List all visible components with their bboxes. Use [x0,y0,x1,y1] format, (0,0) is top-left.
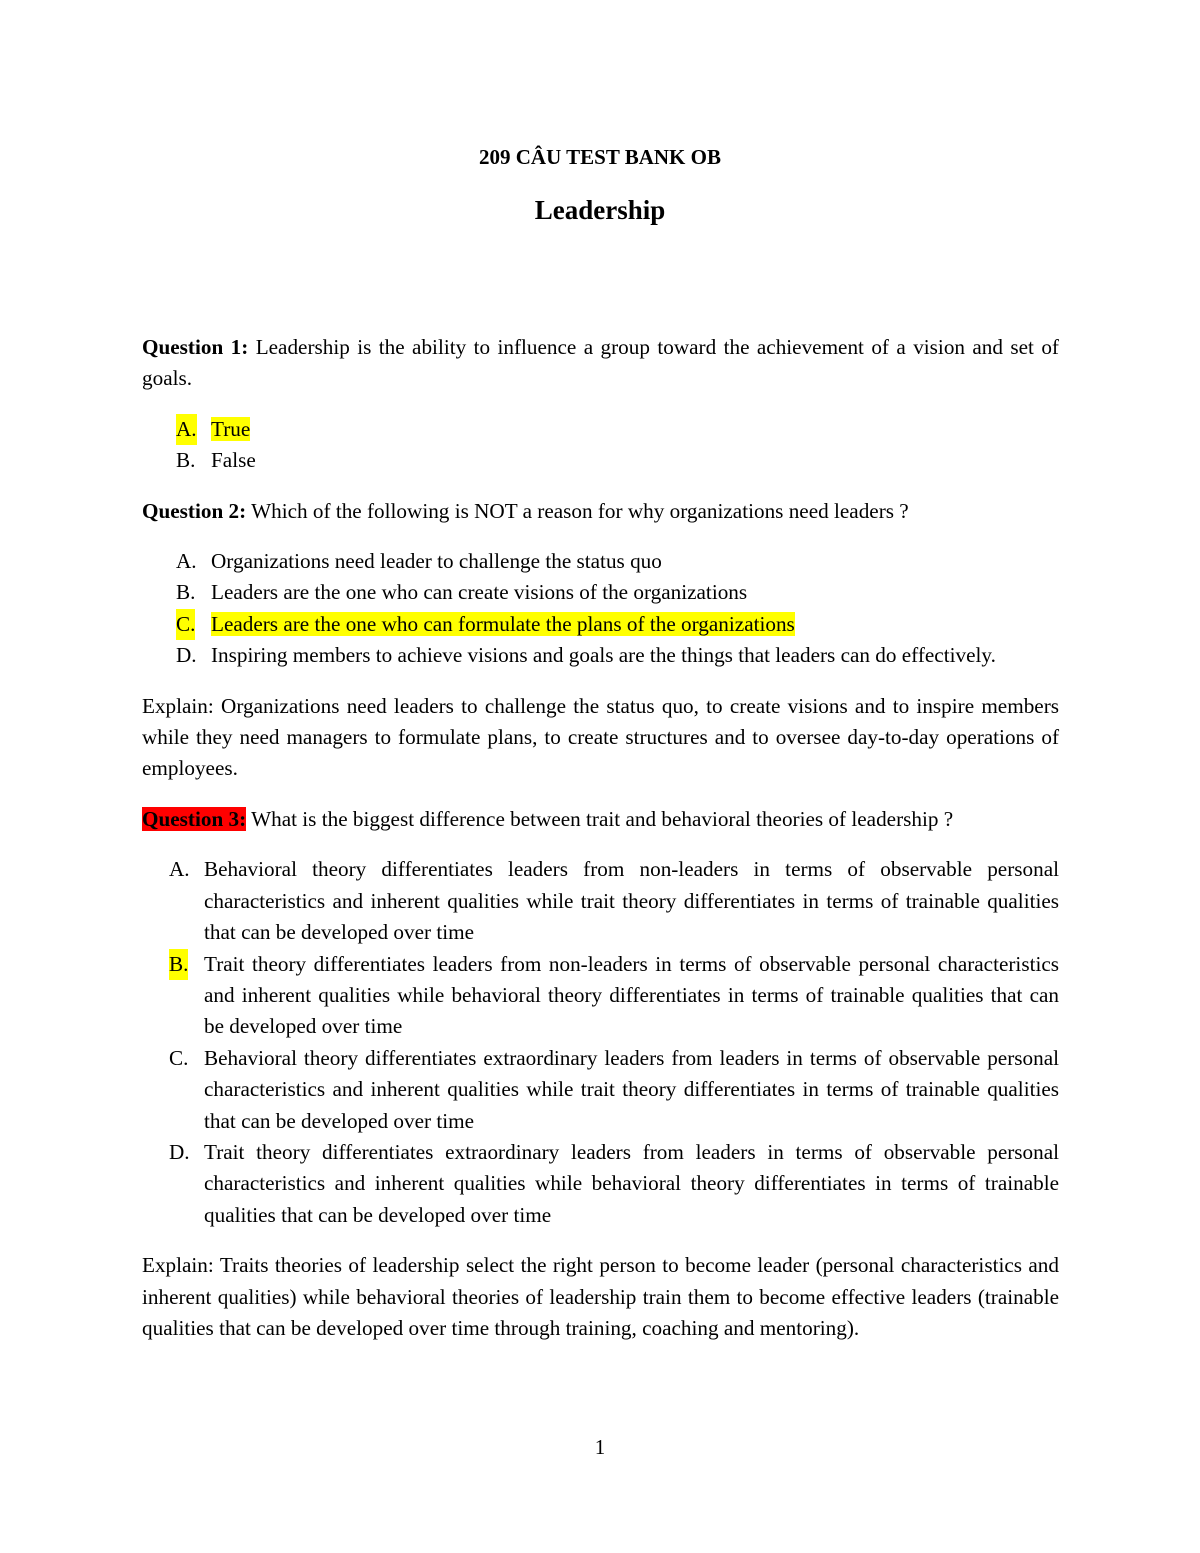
question-1-options [142,414,1059,477]
option-text: Trait theory differentiates leaders from non-leaders in terms of observable personal characteristics and inherent qualities while behavioral theory differentiates in terms of trainable qualities that can be developed over time [204,951,1059,1039]
option-letter: C. [176,609,195,640]
question-2-option-d [142,640,1059,671]
question-2-label: Question 2: [142,498,247,523]
question-2-option-c [142,609,1059,640]
question-3 [142,804,1059,835]
question-3-label: Question 3: [142,806,247,831]
option-text: True [211,416,251,441]
option-letter: B. [176,580,196,605]
question-3-options [142,854,1059,1231]
question-3-option-a [142,854,1059,948]
question-3-text: What is the biggest difference between trait and behavioral theories of leadership ? [246,806,954,831]
page-number: 1 [594,1435,606,1459]
question-1-option-a [142,414,1059,445]
option-text: Behavioral theory differentiates leaders from non-leaders in terms of observable personal characteristics and inherent qualities while trait theory differentiates in terms of trainable qualities that can be developed over time [204,857,1059,945]
document-subtitle: Leadership [534,195,666,225]
question-2-option-b [142,577,1059,608]
question-3-explanation: Explain: Traits theories of leadership select the right person to become leader (personal characteristics and inherent qualities) while behavioral theories of leadership train them to become effective leaders (trainable qualities that can be developed over time through training, coaching and mentoring). [142,1253,1059,1340]
document-title: 209 CÂU TEST BANK OB [479,145,721,169]
option-text: Leaders are the one who can create visions of the organizations [211,580,748,605]
option-letter: A. [176,414,197,445]
question-1 [142,332,1059,395]
question-3-option-c [142,1043,1059,1137]
option-text: Organizations need leader to challenge the status quo [211,549,662,574]
question-2-option-a [142,546,1059,577]
document-content [142,332,1059,1363]
question-3-option-b [142,949,1059,1043]
question-3-option-d [142,1137,1059,1231]
question-2-text: Which of the following is NOT a reason for why organizations need leaders ? [246,498,909,523]
option-text: Leaders are the one who can formulate the plans of the organizations [211,611,795,636]
option-text: Behavioral theory differentiates extraordinary leaders from leaders in terms of observable personal characteristics and inherent qualities while trait theory differentiates in terms of trainable qualities that can be developed over time [204,1045,1059,1133]
question-1-label: Question 1: [142,335,249,359]
option-letter: A. [169,857,190,882]
option-text: Trait theory differentiates extraordinary leaders from leaders in terms of observable personal characteristics and inherent qualities while behavioral theory differentiates in terms of trainable qualities that can be developed over time [204,1139,1059,1227]
option-letter: D. [169,1139,190,1164]
question-2-options [142,546,1059,672]
option-letter: A. [176,549,197,574]
question-2-explanation: Explain: Organizations need leaders to challenge the status quo, to create visions and to inspire members while they need managers to formulate plans, to create structures and to oversee day-to-day operations of employees. [142,693,1059,781]
option-text: False [211,448,256,473]
question-1-option-b [142,445,1059,476]
option-letter: B. [169,949,188,980]
option-letter: C. [169,1045,189,1070]
option-letter: B. [176,448,196,473]
option-letter: D. [176,643,197,668]
question-2 [142,496,1059,527]
question-1-text: Leadership is the ability to influence a group toward the achievement of a vision and set of goals. [142,335,1059,391]
option-text: Inspiring members to achieve visions and goals are the things that leaders can do effectively. [211,643,996,668]
